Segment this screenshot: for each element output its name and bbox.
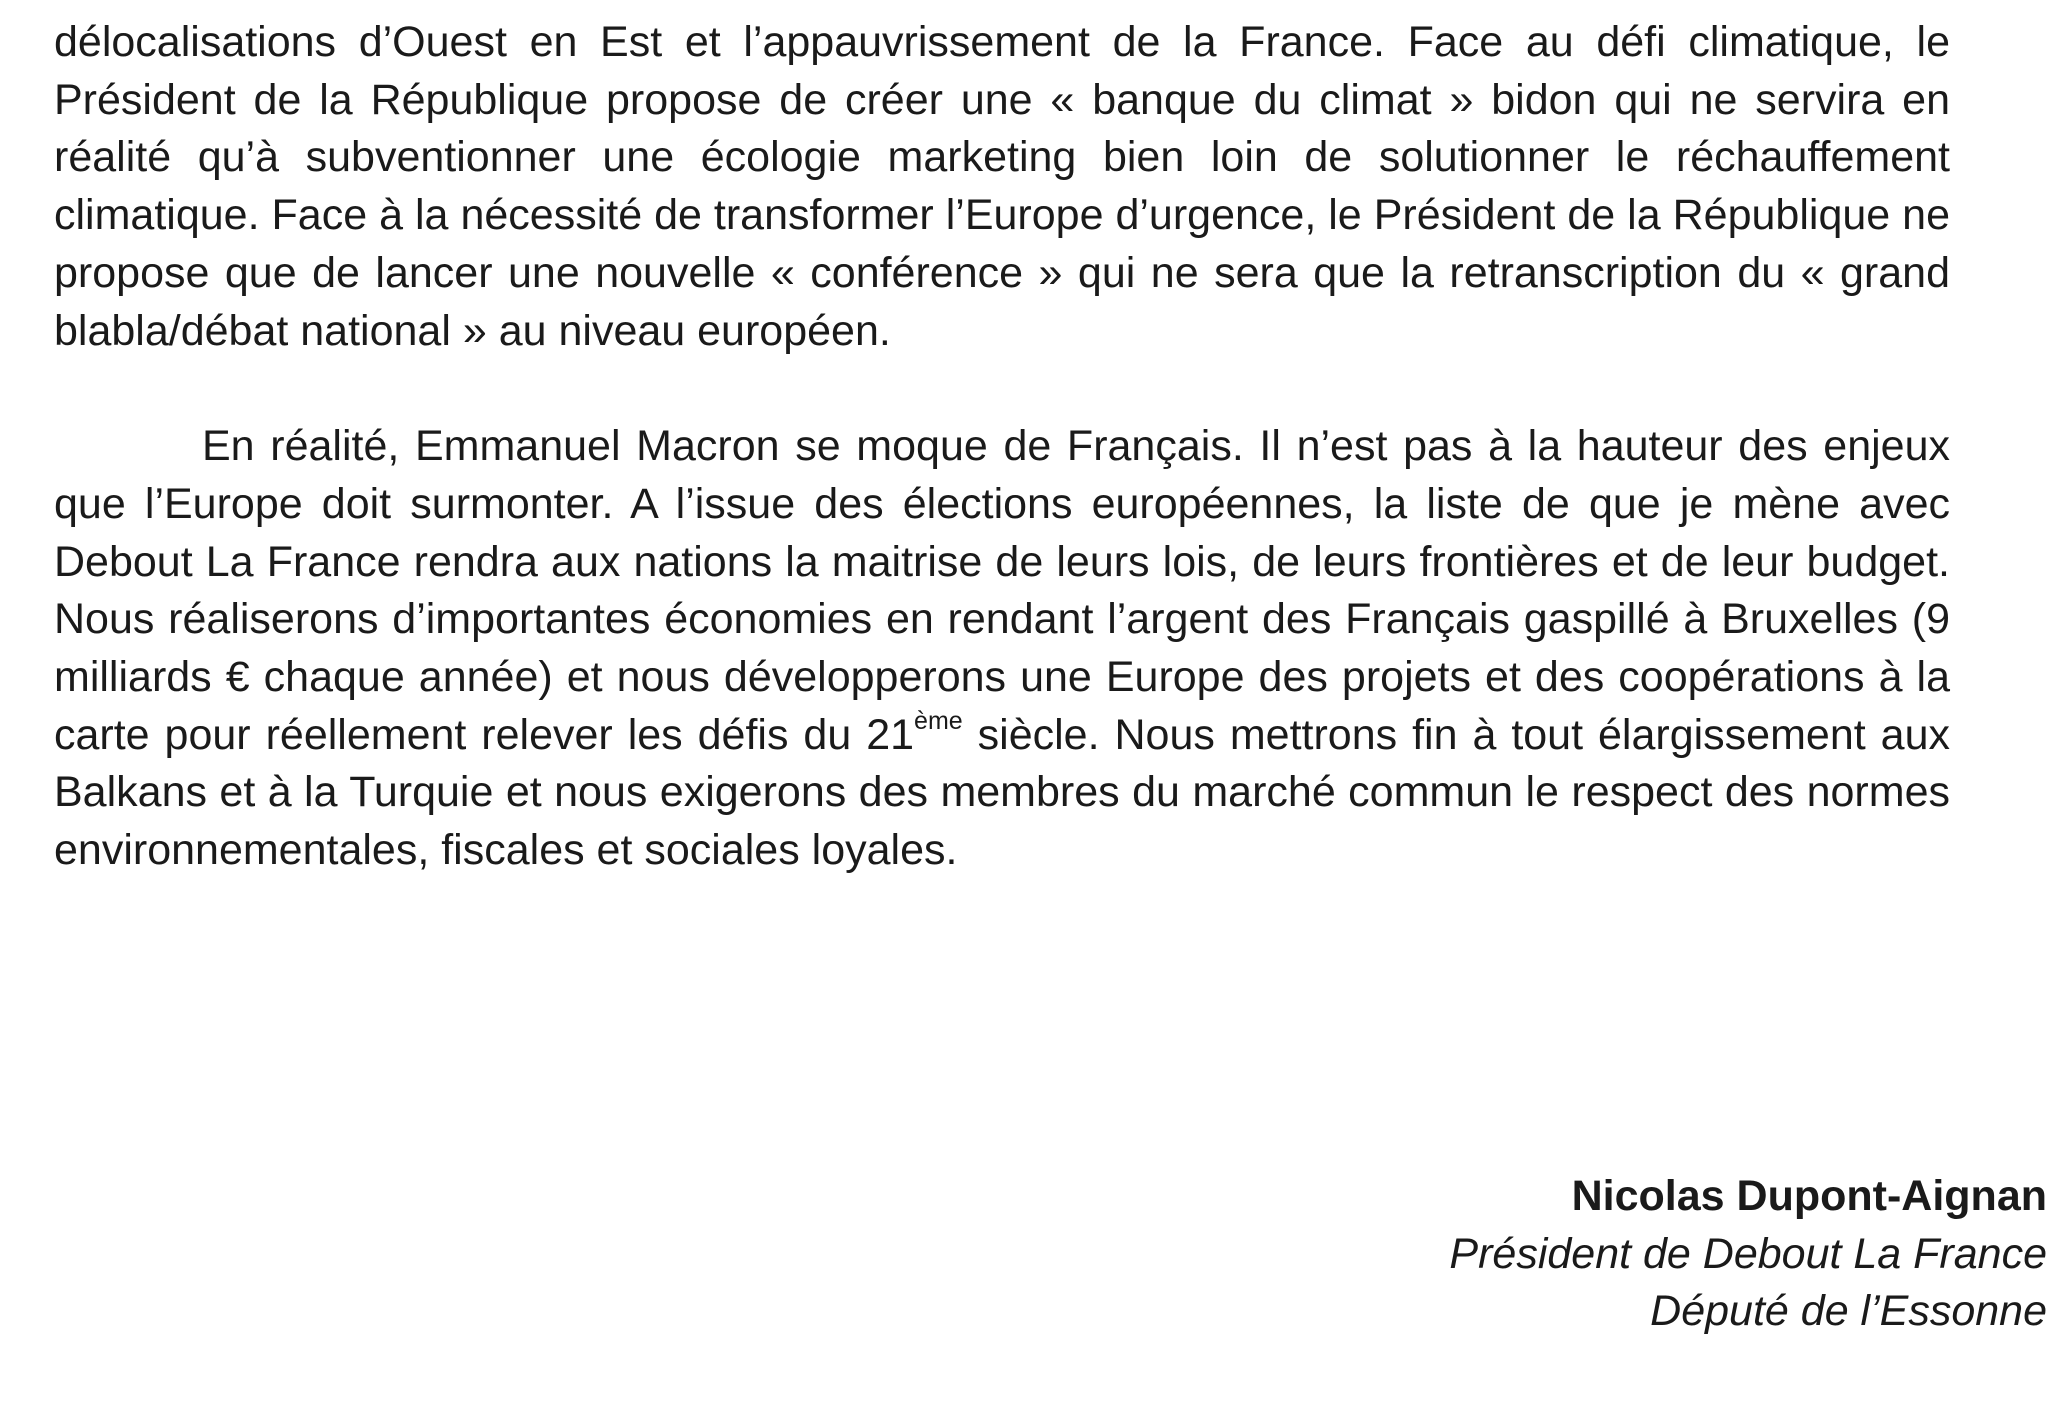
paragraph-2-text-start: En réalité, Emmanuel Macron se moque de Français. Il n’est pas à la hauteur des enjeux que l’Europe doit surmonter. A l’issue des élections européennes, la liste de que je mène avec Debout La France rendra aux nations la maitrise de leurs lois, de leurs frontières et de leur budget. Nous réaliserons d’importantes économies en rendant l’argent des Français gaspillé à Bruxelles (9 milliards € chaque année) et nous développerons une Europe des projets et des coopérations à la carte pour réellement relever les défis du 21	[54, 422, 1950, 759]
document-page	[54, 14, 1950, 880]
paragraph-1: délocalisations d’Ouest en Est et l’appauvrissement de la France. Face au défi climatique, le Président de la République propose de créer une « banque du climat » bidon qui ne servira en réalité qu’à subventionner une écologie marketing bien loin de solutionner le réchauffement climatique. Face à la nécessité de transformer l’Europe d’urgence, le Président de la République ne propose que de lancer une nouvelle « conférence » qui ne sera que la retranscription du « grand blabla/débat national » au niveau européen.	[54, 18, 1950, 355]
signatory-title: Président de Debout La France	[1449, 1229, 2047, 1278]
signatory-name: Nicolas Dupont-Aignan	[1571, 1172, 2047, 1220]
paragraph-2	[54, 418, 1950, 880]
paragraph-2-text-end: siècle. Nous mettrons fin à tout élargissement aux Balkans et à la Turquie et nous exigerons des membres du marché commun le respect des normes environnementales, fiscales et sociales loyales.	[54, 710, 1950, 875]
signatory-office: Député de l’Essonne	[1650, 1287, 2047, 1336]
ordinal-superscript: ème	[914, 706, 963, 735]
signature-block	[847, 1168, 2047, 1341]
